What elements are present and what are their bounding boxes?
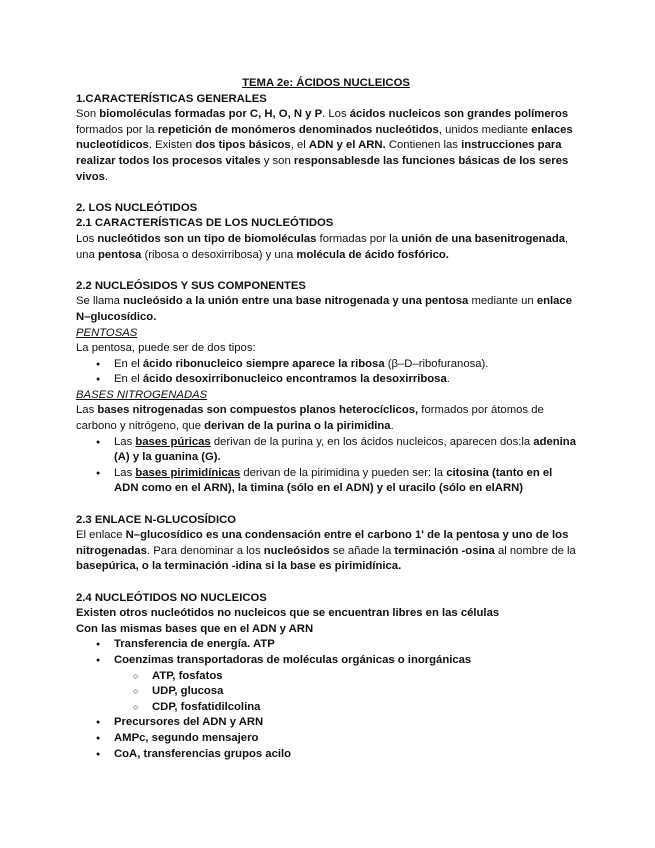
document-page [76, 76, 576, 762]
paragraph-bases: Las bases nitrogenadas son compuestos planos heterocíclicos, formados por átomos de carbono y nitrógeno, que derivan de la purina o la pirimidina. [76, 404, 544, 433]
non-nucleic-list [76, 637, 576, 762]
subsection-heading-2-4: 2.4 NUCLEÓTIDOS NO NUCLEICOS [76, 591, 267, 604]
subsection-heading-2-3: 2.3 ENLACE N-GLUCOSÍDICO [76, 513, 237, 526]
section-heading-2: 2. LOS NUCLEÓTIDOS [76, 201, 198, 214]
paragraph-nucleotides: Los nucleótidos son un tipo de biomoléculas formadas por la unión de una basenitrogenada, una pentosa (ribosa o desoxirribosa) y una molécula de ácido fosfórico. [76, 232, 569, 261]
list-item: ● CoA, transferencias grupos acilo [76, 747, 576, 763]
subsection-heading-2-1: 2.1 CARACTERÍSTICAS DE LOS NUCLEÓTIDOS [76, 217, 334, 230]
list-item: ● En el ácido desoxirribonucleico encontramos la desoxirribosa. [76, 372, 576, 388]
pentoses-label: PENTOSAS [76, 326, 138, 339]
list-item: ● Las bases pirimidínicas derivan de la pirimidina y pueden ser: la citosina (tanto en el ADN como en el ARN), la timina (sólo en el ADN) y el uracilo (sólo en elARN) [76, 466, 576, 497]
section-heading-1: 1.CARACTERÍSTICAS GENERALES [76, 92, 267, 105]
list-item: ● Transferencia de energía. ATP [76, 637, 576, 653]
list-item: ● Coenzimas transportadoras de moléculas orgánicas o inorgánicas [76, 653, 576, 669]
sub-list-item: ○ ATP, fosfatos [76, 669, 576, 685]
sub-list-item: ○ CDP, fosfatidilcolina [76, 700, 576, 716]
paragraph-nucleosides: Se llama nucleósido a la unión entre una base nitrogenada y una pentosa mediante un enlace N–glucosídico. [76, 295, 572, 323]
document-title: TEMA 2e: ÁCIDOS NUCLEICOS [242, 77, 410, 89]
sub-list-item: ○ UDP, glucosa [76, 684, 576, 700]
non-nucleic-line-2: Con las mismas bases que en el ADN y ARN [76, 622, 314, 635]
pentoses-intro: La pentosa, puede ser de dos tipos: [76, 342, 256, 355]
list-item: ● Precursores del ADN y ARN [76, 715, 576, 731]
list-item: ● Las bases púricas derivan de la purina y, en los ácidos nucleicos, aparecen dos:la adenina (A) y la guanina (G). [76, 435, 576, 466]
list-item: ● AMPc, segundo mensajero [76, 731, 576, 747]
list-item: ● En el ácido ribonucleico siempre aparece la ribosa (β–D–ribofuranosa). [76, 357, 576, 373]
paragraph-glycosidic: El enlace N–glucosídico es una condensación entre el carbono 1' de la pentosa y uno de los nitrogenadas. Para denominar a los nucleósidos se añade la terminación -osina al nombre de la basepúrica, o la terminación -idina si la base es pirimidínica. [76, 529, 576, 573]
bases-list [76, 435, 576, 497]
bases-label: BASES NITROGENADAS [76, 388, 208, 401]
subsection-heading-2-2: 2.2 NUCLEÓSIDOS Y SUS COMPONENTES [76, 279, 306, 292]
non-nucleic-line-1: Existen otros nucleótidos no nucleicos que se encuentran libres en las células [76, 607, 500, 620]
pentoses-list [76, 357, 576, 388]
paragraph-general: Son biomoléculas formadas por C, H, O, N y P. Los ácidos nucleicos son grandes polímeros formados por la repetición de monómeros denominados nucleótidos, unidos mediante enlaces nucleotídicos. Existen dos tipos básicos, el ADN y el ARN. Contienen las instrucciones para realizar todos los procesos vitales y son responsablesde las funciones básicas de los seres vivos. [76, 108, 573, 183]
